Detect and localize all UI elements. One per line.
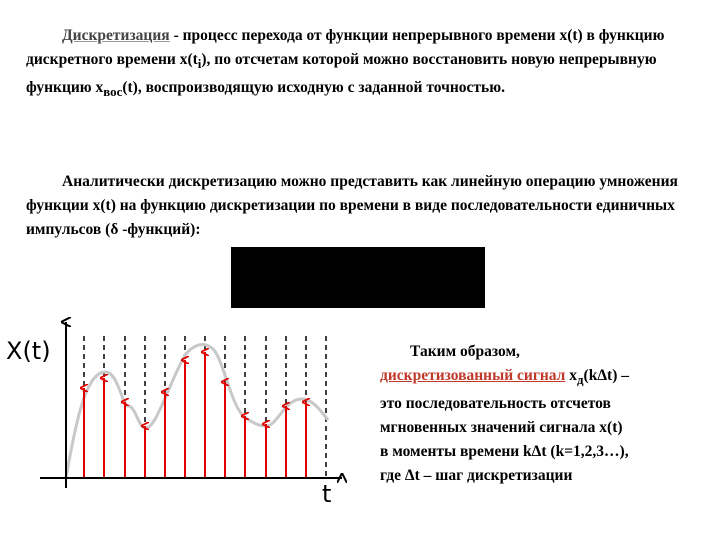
summary-paragraph: Таким образом, дискретизованный сигнал $x_д(k\Delta t)$ – это последовательность отсчетов мгновенных значений сигнала x(t) в моменты времени kΔt (k=1,2,3…), где Δt – шаг дискретизации (380, 343, 629, 485)
sampled-signal-term: дискретизованный сигнал (380, 367, 566, 384)
sampling-graph (0, 310, 370, 510)
y-axis-label: X(t) (6, 337, 51, 365)
x-axis-label: t (322, 480, 332, 508)
definition-term: Дискретизация (62, 27, 170, 44)
analytic-paragraph: Аналитически дискретизацию можно представить как линейную операцию умножения функции x(t) на функцию дискретизации по времени в виде последовательности единичных импульсов (δ -функций): (26, 173, 678, 238)
definition-paragraph: Дискретизация - процесс перехода от функции непрерывного времени x(t) в функцию дискретного времени $x(t_i)$, по отсчетам которой можно восстановить новую непрерывную функцию $x_{вос}(t)$, воспроизводящую исходную с заданной точностью. (26, 27, 665, 100)
continuous-signal-curve (66, 345, 328, 478)
sample-impulses (84, 352, 306, 478)
formula-placeholder-box (231, 247, 485, 308)
delta-symbol: δ (110, 221, 119, 238)
